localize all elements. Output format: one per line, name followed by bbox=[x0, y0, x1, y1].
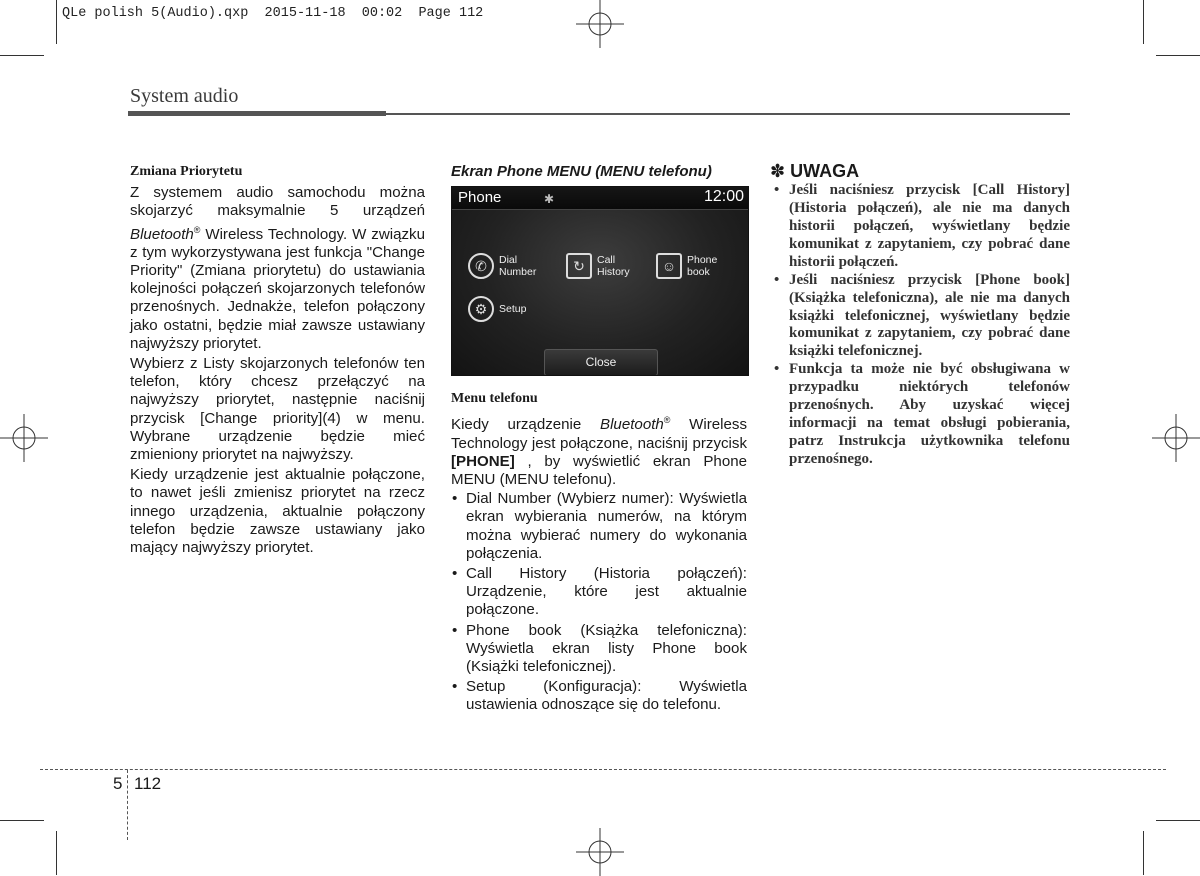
registration-mark-icon bbox=[576, 0, 624, 48]
button-label: Setup bbox=[499, 303, 527, 316]
title-rule bbox=[128, 111, 386, 116]
text-run: Wireless Technology jest połączone, naciśnij przycisk bbox=[451, 416, 748, 452]
crop-mark bbox=[56, 831, 57, 875]
column-note bbox=[770, 162, 1070, 469]
list-item: • Dial Number (Wybierz numer): Wyświetla ekran wybierania numerów, na którym można wybierać numery do wykonania połączenia. bbox=[451, 490, 747, 563]
column-phone-menu bbox=[451, 163, 747, 717]
crop-mark bbox=[0, 55, 44, 56]
button-label: Dial Number bbox=[499, 254, 537, 279]
menu-item-list bbox=[451, 490, 747, 714]
crop-mark bbox=[56, 0, 57, 44]
phone-menu-screen bbox=[451, 186, 749, 376]
text-run: Z systemem audio samochodu można skojarzyć maksymalnie 5 urządzeń bbox=[130, 184, 425, 220]
button-label: Call History bbox=[597, 254, 630, 279]
dial-number-button[interactable] bbox=[468, 253, 536, 279]
subsection-heading: Zmiana Priorytetu bbox=[130, 164, 243, 179]
figure-title: Ekran Phone MENU (MENU telefonu) bbox=[451, 163, 712, 180]
list-item: • Jeśli naciśniesz przycisk [Call History] (Historia połączeń), ale nie ma danych historii połączeń, wyświetlany będzie komunikat z zapytaniem, czy pobrać dane historii połączeń. bbox=[770, 182, 1070, 272]
text-run: Bluetooth bbox=[600, 416, 664, 434]
note-title: UWAGA bbox=[790, 161, 860, 181]
list-item: • Call History (Historia połączeń): Urządzenie, które jest aktualnie połączone. bbox=[451, 565, 747, 620]
screen-status-bar bbox=[452, 187, 748, 210]
paragraph: Kiedy urządzenie jest aktualnie połączone, to nawet jeśli zmienisz priorytet na rzecz innego urządzenia, aktualnie połączony telefon będzie zawsze ustawiany jako mający najwyższy priorytet. bbox=[130, 466, 425, 557]
crop-mark bbox=[1143, 831, 1144, 875]
crop-mark bbox=[1143, 0, 1144, 44]
subsection-heading: Menu telefonu bbox=[451, 391, 538, 407]
crop-mark bbox=[1156, 820, 1200, 821]
bluetooth-icon: ✱ bbox=[544, 192, 555, 207]
registration-mark-icon bbox=[1152, 414, 1200, 462]
chapter-number: 5 bbox=[113, 774, 123, 793]
crop-mark bbox=[1156, 55, 1200, 56]
list-item: • Setup (Konfiguracja): Wyświetla ustawienia odnoszące się do telefonu. bbox=[451, 678, 747, 714]
phone-book-button[interactable] bbox=[656, 253, 717, 279]
paragraph bbox=[451, 411, 747, 489]
button-label: Phone book bbox=[687, 254, 718, 279]
paragraph: Wybierz z Listy skojarzonych telefonów ten telefon, który chcesz przełączyć na najwyższy priorytet, następnie naciśnij przycisk [Change priority](4) w menu. Wybrane urządzenie będzie mieć zmieniony priorytet na najwyższy. bbox=[130, 355, 425, 464]
gear-icon: ⚙ bbox=[468, 296, 494, 322]
section-title: System audio bbox=[130, 85, 239, 107]
close-button[interactable]: Close bbox=[544, 349, 658, 376]
text-run: Kiedy urządzenie bbox=[451, 416, 601, 434]
footer-divider bbox=[127, 770, 128, 840]
note-list bbox=[770, 182, 1070, 469]
registration-mark-icon bbox=[0, 414, 48, 462]
column-change-priority bbox=[130, 163, 425, 557]
call-history-icon: ↻ bbox=[566, 253, 592, 279]
list-item: • Jeśli naciśniesz przycisk [Phone book] (Książka telefoniczna), ale nie ma danych książki telefonicznej, wyświetlany będzie komunikat z zapytaniem, czy pobrać dane książki telefonicznej. bbox=[770, 272, 1070, 362]
text-run: ® bbox=[193, 224, 201, 235]
note-asterisk-icon: ✽ bbox=[770, 161, 786, 181]
note-heading bbox=[770, 162, 1070, 180]
call-history-button[interactable] bbox=[566, 253, 630, 279]
registration-mark-icon bbox=[576, 828, 624, 876]
print-slug: QLe polish 5(Audio).qxp 2015-11-18 00:02 Page 112 bbox=[62, 6, 484, 21]
phone-book-icon: ☺ bbox=[656, 253, 682, 279]
crop-mark bbox=[0, 820, 44, 821]
screen-clock: 12:00 bbox=[703, 188, 744, 206]
setup-button[interactable] bbox=[468, 296, 526, 322]
screen-title: Phone bbox=[458, 189, 502, 207]
footer-divider bbox=[40, 769, 1166, 770]
text-run: ® bbox=[663, 415, 671, 426]
text-run: , by wyświetlić ekran Phone MENU (MENU telefonu). bbox=[451, 452, 747, 489]
list-item: • Phone book (Książka telefoniczna): Wyświetla ekran listy Phone book (Książki telefonicznej). bbox=[451, 622, 747, 677]
title-rule bbox=[386, 113, 1070, 115]
text-run: Wireless Technology. W związku z tym wykorzystywana jest funkcja "Change Priority" (Zmiana priorytetu) do ustawiania kolejności połączeń skojarzonych telefonów przenośnych. Jednakże, telefon połączony jako ostatni, będzie miał zawsze ustawiany najwyższy priorytet. bbox=[130, 225, 425, 352]
list-item: • Funkcja ta może nie być obsługiwana w przypadku niektórych telefonów przenośnych. Aby uzyskać więcej informacji na temat obsługi pobierania, patrz Instrukcja użytkownika telefonu przenośnego. bbox=[770, 361, 1070, 468]
page-number: 112 bbox=[134, 774, 162, 793]
paragraph bbox=[130, 184, 425, 353]
phone-handset-icon: ✆ bbox=[468, 253, 494, 279]
text-run: Bluetooth bbox=[130, 225, 194, 243]
text-run: [PHONE] bbox=[451, 452, 515, 470]
